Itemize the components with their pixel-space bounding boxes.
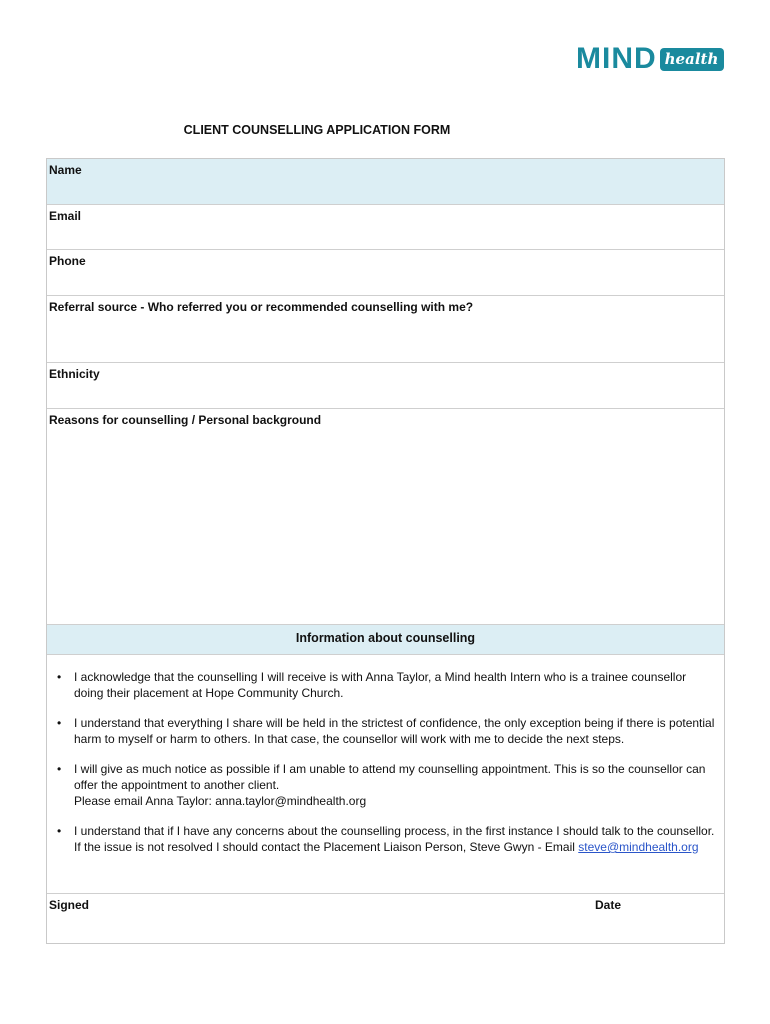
- logo-mind-text: MIND: [576, 42, 657, 75]
- mind-health-logo: [576, 44, 724, 74]
- info-item-confidence-text: I understand that everything I share will be held in the strictest of confidence, the only exception being if there is potential harm to myself or harm to others. In that case, the counsellor will work with me to decide the next steps.: [74, 716, 715, 746]
- phone-field[interactable]: [47, 250, 724, 296]
- info-item-counsellor-text: I acknowledge that the counselling I will receive is with Anna Taylor, a Mind health Intern who is a trainee counsellor doing their placement at Hope Community Church.: [74, 670, 687, 700]
- logo-health-badge: health: [660, 48, 725, 71]
- info-item-notice-text: I will give as much notice as possible if I am unable to attend my counselling appointment. This is so the counsellor can offer the appointment to another client.: [74, 762, 706, 792]
- referral-label: Referral source - Who referred you or recommended counselling with me?: [49, 300, 474, 314]
- info-section-header: [47, 625, 724, 655]
- info-item-concerns: [74, 823, 716, 855]
- name-label: Name: [49, 163, 82, 177]
- info-item-confidence: [74, 715, 716, 747]
- ethnicity-field[interactable]: [47, 363, 724, 409]
- info-list: [47, 655, 724, 855]
- application-form: [46, 158, 725, 944]
- info-heading: Information about counselling: [295, 631, 476, 645]
- date-label: Date: [595, 898, 622, 912]
- steve-email-link[interactable]: steve@mindhealth.org: [578, 840, 699, 854]
- name-field[interactable]: [47, 159, 724, 205]
- page-title: CLIENT COUNSELLING APPLICATION FORM: [183, 123, 451, 137]
- ethnicity-label: Ethnicity: [49, 367, 100, 381]
- phone-label: Phone: [49, 254, 86, 268]
- reasons-label: Reasons for counselling / Personal background: [49, 413, 322, 427]
- info-item-notice-email: Please email Anna Taylor: anna.taylor@mindhealth.org: [74, 794, 367, 808]
- info-item-concerns-text: I understand that if I have any concerns about the counselling process, in the first instance I should talk to the counsellor. If the issue is not resolved I should contact the Placement Liaison Person, Steve Gwyn - Email: [74, 824, 715, 854]
- info-section: [47, 655, 724, 894]
- info-item-notice: [74, 761, 716, 809]
- signature-row[interactable]: [47, 894, 724, 943]
- referral-field[interactable]: [47, 296, 724, 363]
- reasons-field[interactable]: [47, 409, 724, 625]
- info-item-counsellor: [74, 669, 716, 701]
- email-label: Email: [49, 209, 82, 223]
- email-field[interactable]: [47, 205, 724, 250]
- signed-label: Signed: [49, 898, 90, 912]
